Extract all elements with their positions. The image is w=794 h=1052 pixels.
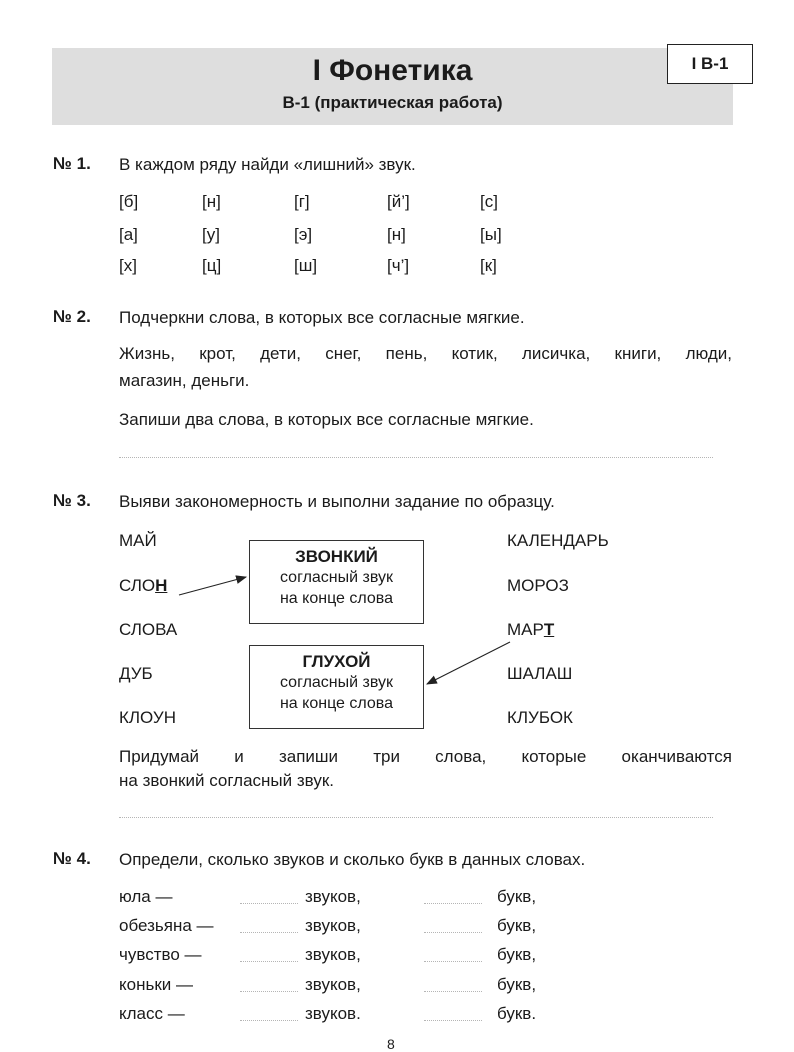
sounds-label: звуков, (305, 916, 361, 935)
sound-cell[interactable]: [х] (119, 256, 137, 275)
sound-cell[interactable]: [ы] (480, 225, 502, 244)
sounds-answer-line[interactable] (240, 961, 298, 962)
word-left: КЛОУН (119, 708, 176, 727)
word-item: юла — (119, 887, 173, 906)
voiced-consonant-box: ЗВОНКИЙ согласный звук на конце слова (249, 540, 424, 624)
arrow-mart-to-voiceless (427, 642, 510, 684)
letters-label: букв, (497, 945, 537, 964)
word-item: класс — (119, 1004, 185, 1023)
task-3-text: Выяви закономерность и выполни задание по образцу. (119, 492, 555, 511)
page-title: I Фонетика (312, 54, 473, 87)
answer-line[interactable] (119, 817, 713, 818)
task-4-number: № 4. (53, 849, 91, 868)
sounds-label: звуков, (305, 945, 361, 964)
word-mart: МАРТ (507, 620, 555, 639)
sound-cell[interactable]: [к] (480, 256, 497, 275)
sound-cell[interactable]: [б] (119, 192, 139, 211)
sound-cell[interactable]: [а] (119, 225, 138, 244)
sound-cell[interactable]: [н] (202, 192, 221, 211)
task-2-write-text: Запиши два слова, в которых все согласные мягкие. (119, 410, 534, 429)
sound-cell[interactable]: [н] (387, 225, 406, 244)
letters-label: букв, (497, 887, 537, 906)
task-3-invent-text: Придумай и запиши три слова, которые оканчиваются (119, 747, 732, 766)
word-right: ШАЛАШ (507, 664, 573, 683)
word-item: коньки — (119, 975, 193, 994)
letters-answer-line[interactable] (424, 991, 482, 992)
sound-cell[interactable]: [г] (294, 192, 310, 211)
voiceless-consonant-box: ГЛУХОЙ согласный звук на конце слова (249, 645, 424, 729)
sound-cell[interactable]: [э] (294, 225, 313, 244)
page-number: 8 (387, 1036, 395, 1052)
letters-answer-line[interactable] (424, 932, 482, 933)
word-slon: СЛОН (119, 576, 168, 595)
sound-cell[interactable]: [ч’] (387, 256, 410, 275)
letters-answer-line[interactable] (424, 1020, 482, 1021)
sound-cell[interactable]: [у] (202, 225, 220, 244)
sounds-answer-line[interactable] (240, 1020, 298, 1021)
sounds-label: звуков, (305, 975, 361, 994)
page-subtitle: В-1 (практическая работа) (282, 93, 503, 112)
word-left: ДУБ (119, 664, 153, 683)
task-4-text: Определи, сколько звуков и сколько букв в данных словах. (119, 850, 586, 869)
letters-label: букв, (497, 916, 537, 935)
task-2-word-list[interactable]: Жизнь, крот, дети, снег, пень, котик, лисичка, книги, люди, (119, 344, 732, 363)
sounds-answer-line[interactable] (240, 991, 298, 992)
word-left: СЛОВА (119, 620, 178, 639)
sound-cell[interactable]: [ш] (294, 256, 318, 275)
sounds-label: звуков. (305, 1004, 361, 1023)
task-3-number: № 3. (53, 491, 91, 510)
sound-cell[interactable]: [й’] (387, 192, 410, 211)
letters-label: букв. (497, 1004, 537, 1023)
task-3-invent-text-cont: на звонкий согласный звук. (119, 771, 334, 790)
variant-code-badge: I В-1 (667, 44, 753, 84)
task-2-word-list-cont[interactable]: магазин, деньги. (119, 371, 250, 390)
task-1-number: № 1. (53, 154, 91, 173)
sounds-answer-line[interactable] (240, 932, 298, 933)
sounds-answer-line[interactable] (240, 903, 298, 904)
sounds-label: звуков, (305, 887, 361, 906)
word-item: чувство — (119, 945, 202, 964)
word-item: обезьяна — (119, 916, 214, 935)
task-1-text: В каждом ряду найди «лишний» звук. (119, 155, 416, 174)
word-right: КАЛЕНДАРЬ (507, 531, 609, 550)
arrow-slon-to-voiced (179, 577, 246, 595)
word-right: КЛУБОК (507, 708, 573, 727)
sound-cell[interactable]: [с] (480, 192, 498, 211)
sound-cell[interactable]: [ц] (202, 256, 222, 275)
letters-answer-line[interactable] (424, 903, 482, 904)
word-right: МОРОЗ (507, 576, 569, 595)
task-2-text: Подчеркни слова, в которых все согласные мягкие. (119, 308, 525, 327)
letters-answer-line[interactable] (424, 961, 482, 962)
letters-label: букв, (497, 975, 537, 994)
task-2-number: № 2. (53, 307, 91, 326)
word-left: МАЙ (119, 531, 157, 550)
